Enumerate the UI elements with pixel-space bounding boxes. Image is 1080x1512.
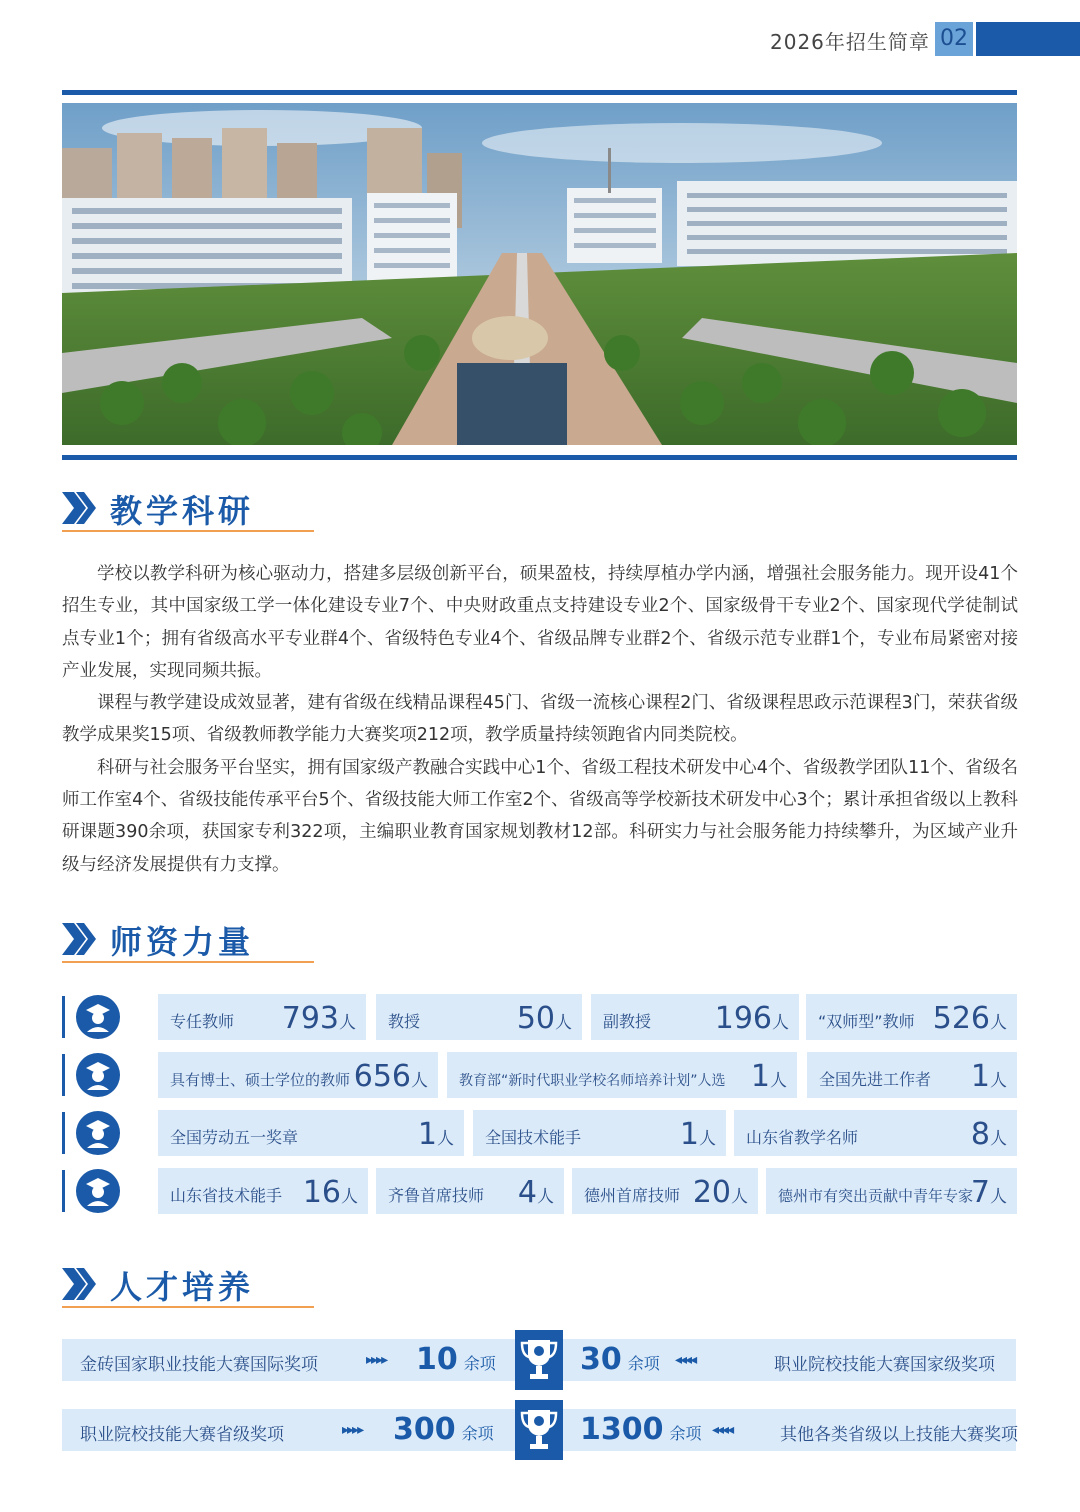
stat-label: 齐鲁首席技师 bbox=[388, 1186, 485, 1205]
section-title: 教学科研 bbox=[110, 492, 255, 530]
chevron-right-icon bbox=[62, 921, 98, 957]
award-number: 1300 bbox=[580, 1412, 664, 1447]
stat-label: 全国先进工作者 bbox=[819, 1070, 932, 1089]
stat-value: 1 bbox=[750, 1059, 770, 1094]
photo-bottom-rule bbox=[62, 455, 1017, 460]
faculty-stat bbox=[572, 1168, 758, 1214]
stat-label: 副教授 bbox=[603, 1012, 652, 1031]
section-title: 师资力量 bbox=[110, 923, 255, 961]
stat-value: 20 bbox=[692, 1175, 731, 1210]
stat-unit: 人 bbox=[770, 1071, 787, 1091]
stat-unit: 人 bbox=[731, 1187, 748, 1207]
faculty-stat bbox=[806, 994, 1017, 1040]
faculty-row bbox=[62, 994, 1017, 1040]
paragraph: 学校以教学科研为核心驱动力，搭建多层级创新平台，硕果盈枝，持续厚植办学内涵，增强社会服务能力。现开设41个招生专业，其中国家级工学一体化建设专业7个、中央财政重点支持建设专业2个、国家级骨干专业2个、国家现代学徒制试点专业1个；拥有省级高水平专业群4个、省级特色专业4个、省级品牌专业群2个、省级示范专业群1个，专业布局紧密对接产业发展，实现同频共振。 bbox=[62, 564, 1018, 681]
stat-value: 4 bbox=[517, 1175, 537, 1210]
paragraph: 科研与社会服务平台坚实，拥有国家级产教融合实践中心1个、省级工程技术研发中心4个、省级教学团队11个、省级名师工作室4个、省级技能传承平台5个、省级技能大师工作室2个、省级高等学校新技术研发中心3个；累计承担省级以上教科研课题390余项，获国家专利322项，主编职业教育国家规划教材12部。科研实力与社会服务能力持续攀升，为区域产业升级与经济发展提供有力支撑。 bbox=[62, 757, 1018, 875]
award-value-left bbox=[416, 1342, 496, 1377]
chevron-right-icon bbox=[62, 490, 98, 526]
stat-label: 教育部“新时代职业学校名师培养计划”人选 bbox=[459, 1073, 726, 1089]
section-talent-training bbox=[62, 1260, 322, 1310]
stat-value: 8 bbox=[970, 1117, 990, 1152]
faculty-stat bbox=[158, 1168, 368, 1214]
stat-unit: 人 bbox=[537, 1187, 554, 1207]
award-number: 30 bbox=[580, 1342, 622, 1377]
award-number: 300 bbox=[393, 1412, 456, 1447]
header-bar bbox=[976, 22, 1080, 56]
faculty-stat bbox=[447, 1052, 797, 1098]
faculty-row bbox=[62, 1052, 1017, 1098]
chevron-right-icon bbox=[62, 1266, 98, 1302]
stat-label: 专任教师 bbox=[170, 1012, 235, 1031]
faculty-stat bbox=[376, 994, 582, 1040]
faculty-stat bbox=[591, 994, 799, 1040]
faculty-row bbox=[62, 1168, 1017, 1214]
stat-unit: 人 bbox=[411, 1071, 428, 1091]
arrows-right-icon: ▸▸▸▸ bbox=[342, 1422, 363, 1438]
faculty-stat bbox=[376, 1168, 564, 1214]
teacher-avatar-icon bbox=[62, 1052, 122, 1098]
stat-unit: 人 bbox=[990, 1187, 1007, 1207]
award-number: 10 bbox=[416, 1342, 458, 1377]
award-value-right bbox=[580, 1342, 660, 1377]
teacher-avatar-icon bbox=[62, 994, 122, 1040]
stat-unit: 人 bbox=[772, 1013, 789, 1033]
award-unit: 余项 bbox=[463, 1354, 496, 1373]
section-underline bbox=[62, 530, 314, 532]
stat-unit: 人 bbox=[341, 1187, 358, 1207]
arrows-right-icon: ▸▸▸▸ bbox=[366, 1352, 387, 1368]
campus-aerial-photo bbox=[62, 103, 1017, 445]
stat-value: 16 bbox=[302, 1175, 341, 1210]
page-number: 02 bbox=[935, 22, 973, 56]
stat-label: 全国劳动五一奖章 bbox=[170, 1128, 299, 1147]
award-value-left bbox=[393, 1412, 494, 1447]
stat-value: 656 bbox=[353, 1059, 411, 1094]
stat-label: 德州市有突出贡献中青年专家 bbox=[778, 1187, 974, 1205]
faculty-row bbox=[62, 1110, 1017, 1156]
stat-unit: 人 bbox=[990, 1129, 1007, 1149]
trophy-icon bbox=[515, 1330, 563, 1390]
stat-unit: 人 bbox=[339, 1013, 356, 1033]
photo-top-rule bbox=[62, 90, 1017, 95]
award-unit: 余项 bbox=[627, 1354, 660, 1373]
header-title: 2026年招生简章 bbox=[770, 30, 930, 54]
stat-unit: 人 bbox=[699, 1129, 716, 1149]
stat-label: 德州首席技师 bbox=[584, 1186, 681, 1205]
faculty-stat bbox=[158, 994, 366, 1040]
teacher-avatar-icon bbox=[62, 1110, 122, 1156]
stat-label: “双师型”教师 bbox=[818, 1012, 915, 1031]
award-label-left: 金砖国家职业技能大赛国际奖项 bbox=[80, 1355, 318, 1375]
faculty-stat bbox=[807, 1052, 1017, 1098]
stat-value: 526 bbox=[932, 1001, 990, 1036]
trophy-badge bbox=[515, 1400, 563, 1460]
faculty-stat bbox=[158, 1052, 438, 1098]
award-label-right: 职业院校技能大赛国家级奖项 bbox=[774, 1355, 995, 1375]
stat-unit: 人 bbox=[555, 1013, 572, 1033]
stat-value: 1 bbox=[417, 1117, 437, 1152]
stat-value: 50 bbox=[516, 1001, 555, 1036]
arrows-left-icon: ◂◂◂◂ bbox=[675, 1352, 696, 1368]
stat-unit: 人 bbox=[990, 1071, 1007, 1091]
section-underline bbox=[62, 961, 314, 963]
stat-value: 1 bbox=[970, 1059, 990, 1094]
award-label-left: 职业院校技能大赛省级奖项 bbox=[80, 1425, 284, 1445]
stat-value: 793 bbox=[281, 1001, 339, 1036]
award-unit: 余项 bbox=[461, 1424, 494, 1443]
section-underline bbox=[62, 1306, 314, 1308]
teacher-avatar-icon bbox=[62, 1168, 122, 1214]
faculty-stat bbox=[734, 1110, 1017, 1156]
arrows-left-icon: ◂◂◂◂ bbox=[712, 1422, 733, 1438]
section-teaching-research bbox=[62, 484, 322, 534]
stat-label: 具有博士、硕士学位的教师 bbox=[170, 1071, 351, 1089]
stat-value: 7 bbox=[970, 1175, 990, 1210]
stat-label: 全国技术能手 bbox=[485, 1128, 582, 1147]
award-label-right: 其他各类省级以上技能大赛奖项 bbox=[780, 1425, 1018, 1445]
stat-label: 山东省教学名师 bbox=[746, 1128, 859, 1147]
stat-unit: 人 bbox=[990, 1013, 1007, 1033]
trophy-badge bbox=[515, 1330, 563, 1390]
paragraph: 课程与教学建设成效显著，建有省级在线精品课程45门、省级一流核心课程2门、省级课程思政示范课程3门，荣获省级教学成果奖15项、省级教师教学能力大赛奖项212项，教学质量持续领跑省内同类院校。 bbox=[62, 693, 1018, 746]
stat-label: 山东省技术能手 bbox=[170, 1186, 283, 1205]
teaching-research-body bbox=[62, 558, 1018, 881]
award-value-right bbox=[580, 1412, 702, 1447]
faculty-stat bbox=[766, 1168, 1017, 1214]
award-unit: 余项 bbox=[669, 1424, 702, 1443]
stat-label: 教授 bbox=[388, 1012, 421, 1031]
stat-value: 1 bbox=[679, 1117, 699, 1152]
faculty-stat bbox=[158, 1110, 464, 1156]
section-faculty bbox=[62, 915, 322, 965]
faculty-stat bbox=[473, 1110, 726, 1156]
trophy-icon bbox=[515, 1400, 563, 1460]
stat-value: 196 bbox=[714, 1001, 772, 1036]
section-title: 人才培养 bbox=[110, 1268, 255, 1306]
stat-unit: 人 bbox=[437, 1129, 454, 1149]
